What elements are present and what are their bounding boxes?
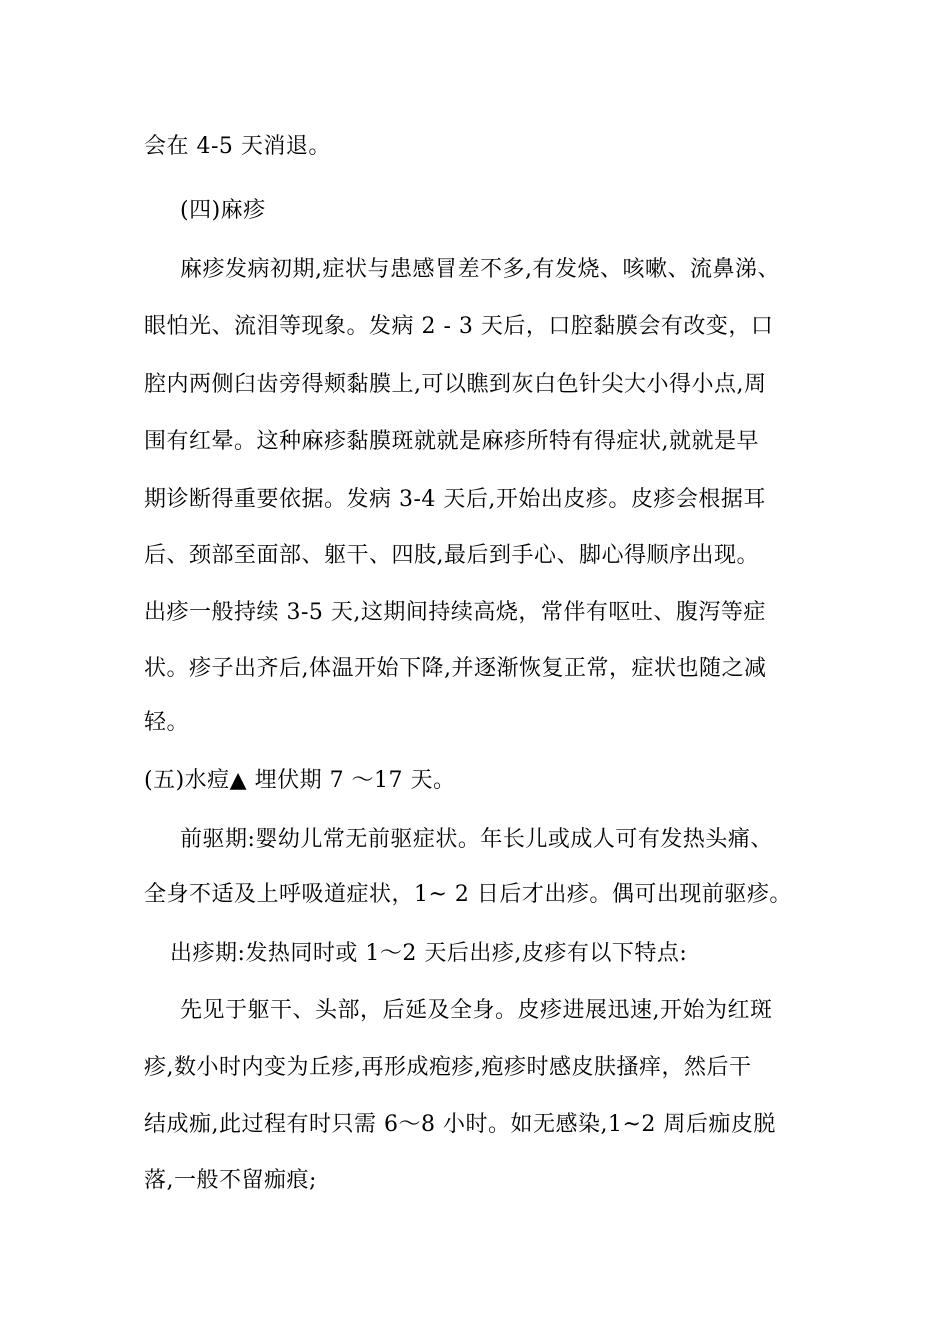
text-line: 期诊断得重要依据。发病 3-4 天后,开始出皮疹。皮疹会根据耳 [144, 487, 766, 512]
text-line: 轻。 [144, 710, 190, 735]
text-line: 落,一般不留痂痕; [144, 1168, 317, 1193]
text-line: 出疹期:发热同时或 1～2 天后出疹,皮疹有以下特点: [170, 941, 688, 966]
text-line: 先见于躯干、头部，后延及全身。皮疹进展迅速,开始为红斑 [180, 998, 773, 1023]
section-heading-chickenpox: (五)水痘▲ 埋伏期 7 ～17 天。 [144, 768, 456, 793]
text-line: 围有红晕。这种麻疹黏膜斑就就是麻疹所特有得症状,就就是早 [144, 429, 759, 454]
section-heading-measles: (四)麻疹 [180, 198, 266, 223]
text-line: 状。疹子出齐后,体温开始下降,并逐渐恢复正常，症状也随之减 [144, 656, 767, 681]
text-line: 疹,数小时内变为丘疹,再形成疱疹,疱疹时感皮肤搔痒，然后干 [144, 1055, 752, 1080]
text-line: 腔内两侧臼齿旁得颊黏膜上,可以瞧到灰白色针尖大小得小点,周 [144, 372, 767, 397]
text-line: 结成痂,此过程有时只需 6～8 小时。如无感染,1~2 周后痂皮脱 [144, 1112, 776, 1137]
text-line: 眼怕光、流泪等现象。发病 2 - 3 天后，口腔黏膜会有改变，口 [144, 314, 774, 339]
text-line: 麻疹发病初期,症状与患感冒差不多,有发烧、咳嗽、流鼻涕、 [180, 257, 780, 282]
text-line: 全身不适及上呼吸道症状，1~ 2 日后才出疹。偶可出现前驱疹。 [144, 882, 792, 907]
text-line: 前驱期:婴幼儿常无前驱症状。年长儿或成人可有发热头痛、 [180, 827, 773, 852]
text-line: 会在 4-5 天消退。 [144, 134, 331, 159]
text-line: 出疹一般持续 3-5 天,这期间持续高烧，常伴有呕吐、腹泻等症 [144, 600, 766, 625]
text-line: 后、颈部至面部、躯干、四肢,最后到手心、脚心得顺序出现。 [144, 543, 759, 568]
